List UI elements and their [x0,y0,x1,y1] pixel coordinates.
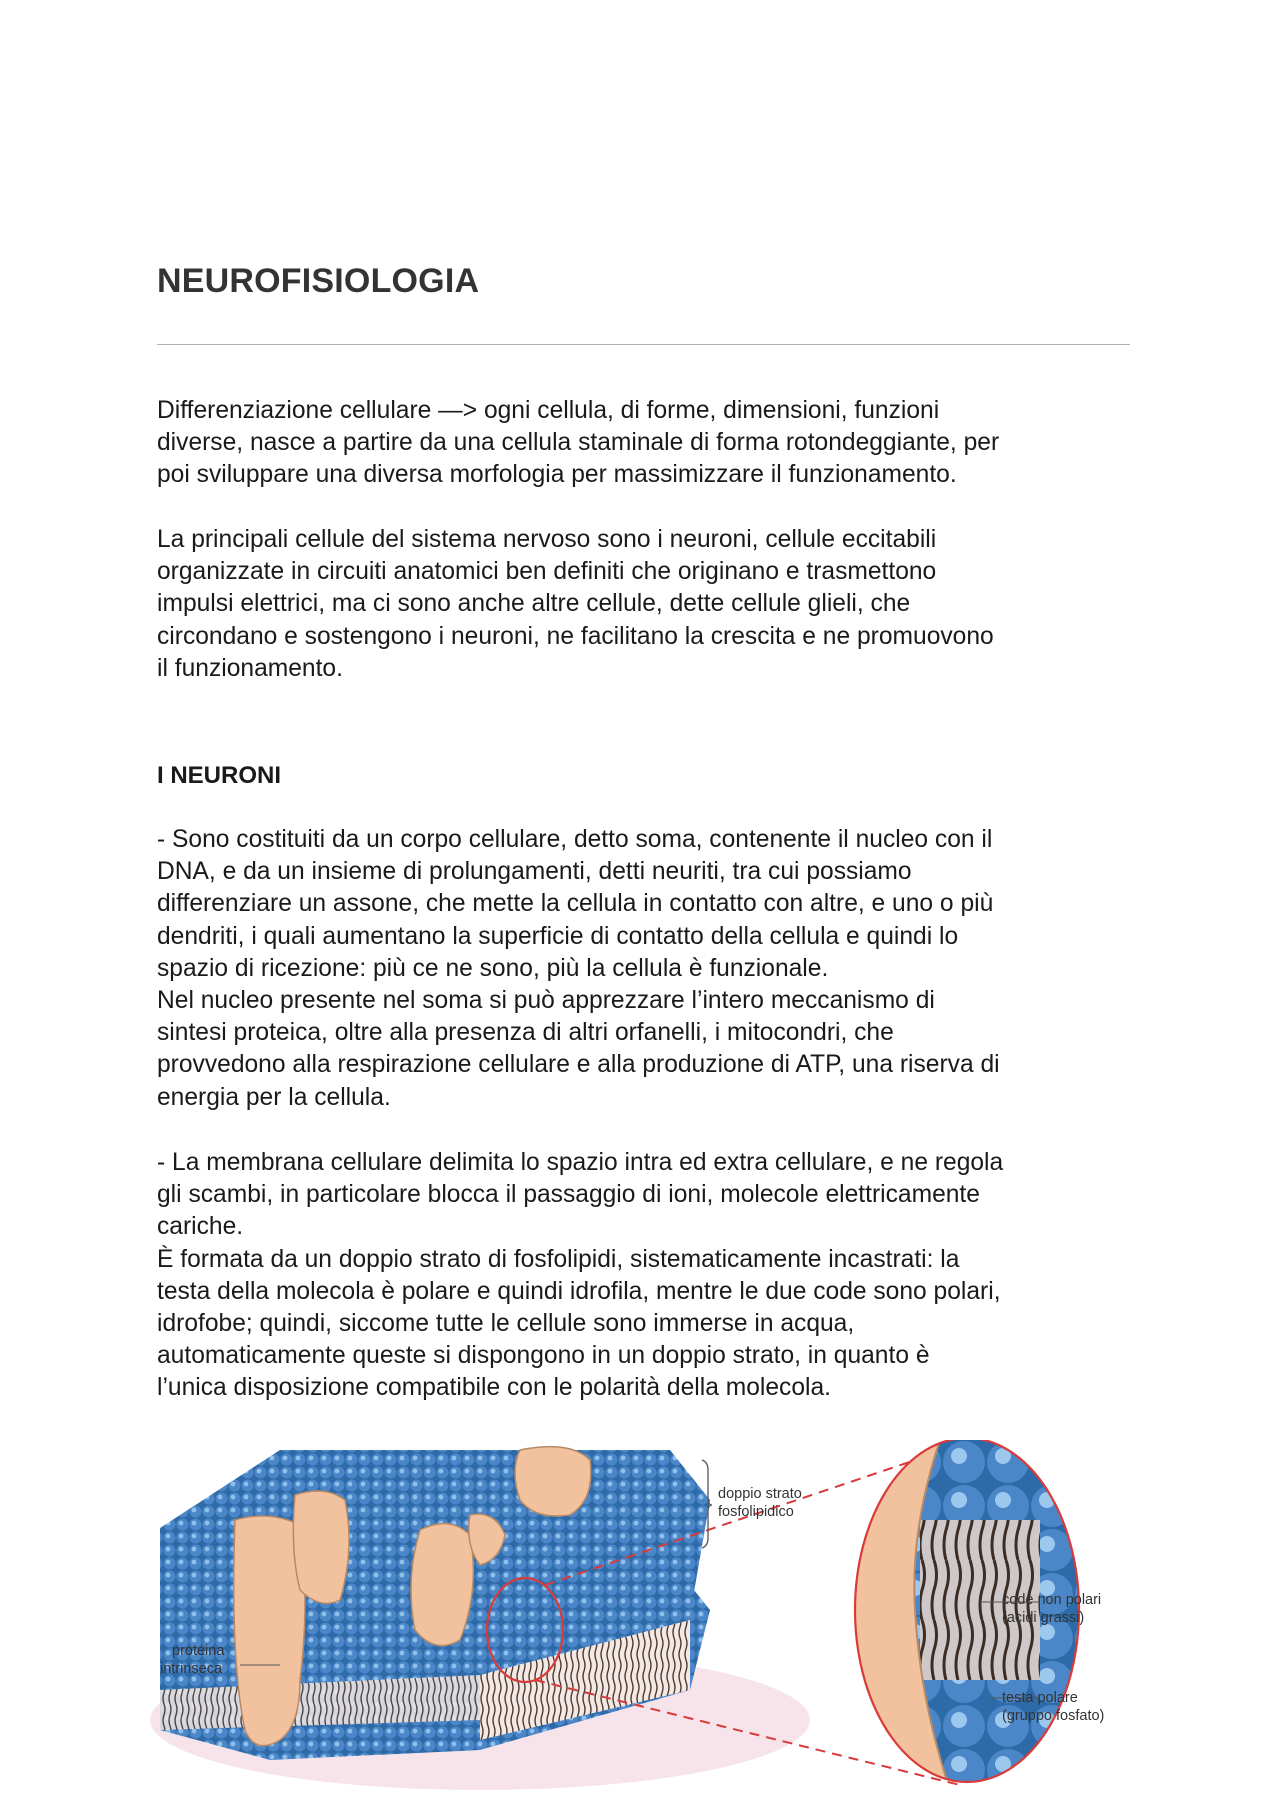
membrane-illustration [150,1440,1140,1790]
membrane-figure [150,1440,1140,1790]
text-line: differenziare un assone, che mette la cellula in contatto con altre, e uno o più [157,890,994,918]
text-line: DNA, e da un insieme di prolungamenti, detti neuriti, tra cui possiamo [157,858,912,886]
text-line: automaticamente queste si dispongono in un doppio strato, in quanto è [157,1342,930,1370]
label-bilayer-line2: fosfolipidico [718,1504,794,1520]
text-line: La principali cellule del sistema nervoso sono i neuroni, cellule eccitabili [157,526,937,553]
text-line: sintesi proteica, oltre alla presenza di altri orfanelli, i mitocondri, che [157,1019,894,1047]
label-tails-line2: (acidi grassi) [1002,1610,1085,1626]
label-bilayer-line1: doppio strato [718,1486,802,1502]
intro-paragraph [157,395,1147,492]
membrane-paragraph [157,1147,1147,1405]
label-protein-line2: intrinseca [160,1661,223,1677]
neuron-structure-paragraph [157,824,1147,1114]
protein-top [515,1447,591,1516]
text-line: impulsi elettrici, ma ci sono anche altre cellule, dette cellule glieli, che [157,590,911,618]
text-line: diverse, nasce a partire da una cellula staminale di forma rotondeggiante, per [157,429,1000,457]
text-line: organizzate in circuiti anatomici ben definiti che originano e trasmettono [157,558,937,586]
label-tails-line1: code non polari [1002,1592,1102,1608]
protein-large [293,1491,349,1603]
label-protein-line1: proteina [172,1643,225,1659]
text-line: circondano e sostengono i neuroni, ne facilitano la crescita e ne promuovono [157,622,994,650]
text-line: gli scambi, in particolare blocca il passaggio di ioni, molecole elettricamente [157,1181,980,1209]
text-line: spazio di ricezione: più ce ne sono, più la cellula è funzionale. [157,954,829,982]
text-line: l’unica disposizione compatibile con le polarità della molecola. [157,1374,831,1402]
text-line: energia per la cellula. [157,1083,391,1111]
text-line: poi sviluppare una diversa morfologia per massimizzare il funzionamento. [157,461,957,489]
protein-small-1 [411,1524,473,1646]
text-line: Differenziazione cellulare —> ogni cellula, di forme, dimensioni, funzioni [157,397,940,424]
text-line: dendriti, i quali aumentano la superficie di contatto della cellula e quindi lo [157,922,959,950]
text-line: È formata da un doppio strato di fosfolipidi, sistematicamente incastrati: la [157,1245,960,1273]
title-divider [157,344,1130,345]
text-line: idrofobe; quindi, siccome tutte le cellule sono immerse in acqua, [157,1310,855,1338]
text-line: il funzionamento. [157,654,343,682]
text-line: - Sono costituiti da un corpo cellulare, detto soma, contenente il nucleo con il [157,826,993,853]
nervous-system-paragraph [157,524,1147,685]
text-line: Nel nucleo presente nel soma si può apprezzare l’intero meccanismo di [157,987,935,1015]
text-line: - La membrana cellulare delimita lo spazio intra ed extra cellulare, e ne regola [157,1149,1004,1176]
section-title: I NEURONI [157,762,282,789]
page-title: NEUROFISIOLOGIA [157,262,480,300]
label-head-line2: (gruppo fosfato) [1002,1708,1105,1724]
text-line: cariche. [157,1213,244,1241]
label-head-line1: testa polare [1002,1690,1078,1706]
text-line: testa della molecola è polare e quindi idrofila, mentre le due code sono polari, [157,1277,1001,1305]
text-line: provvedono alla respirazione cellulare e alla produzione di ATP, una riserva di [157,1051,1000,1079]
